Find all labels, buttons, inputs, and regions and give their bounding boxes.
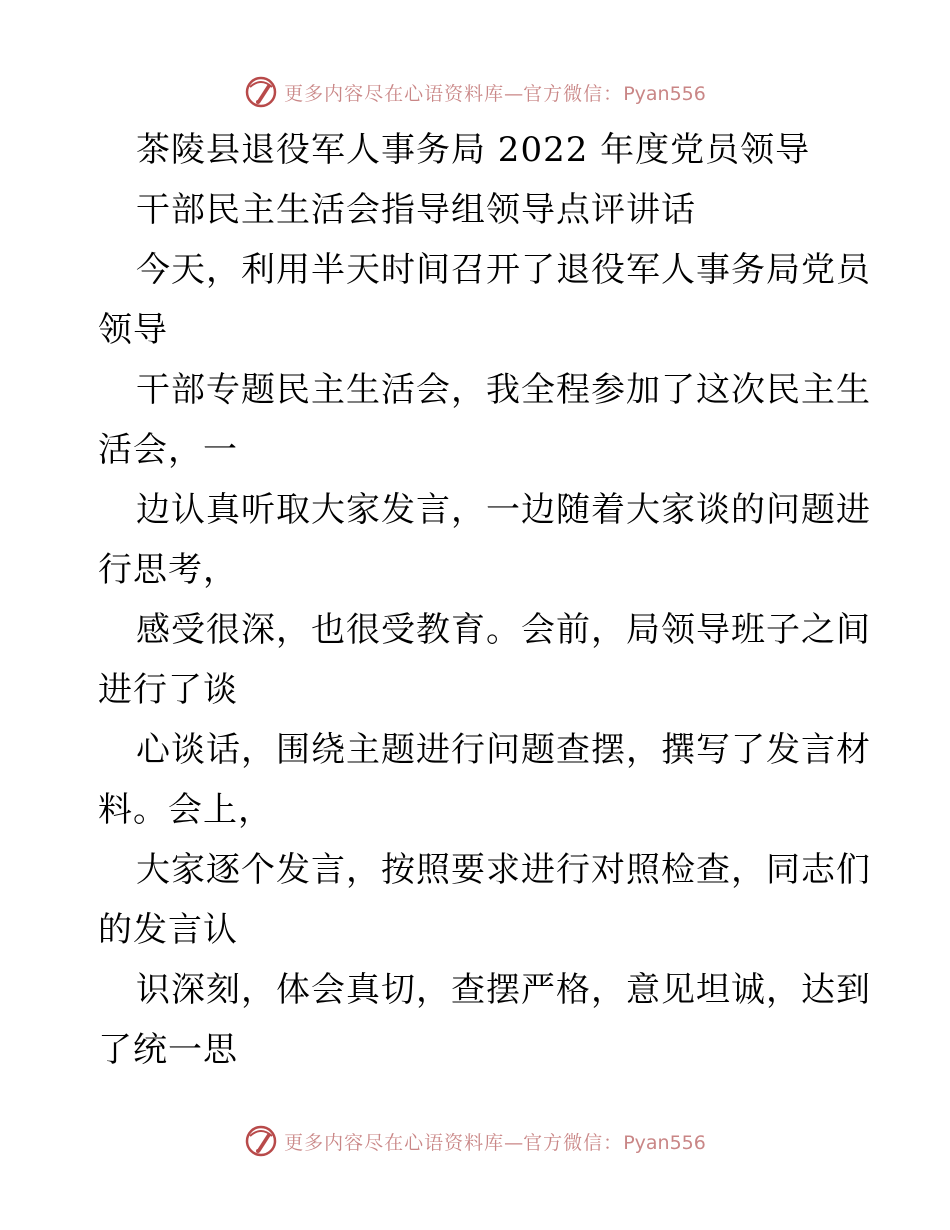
banner-dash: — bbox=[504, 82, 524, 105]
banner-wechat-id: Pyan556 bbox=[623, 1131, 706, 1154]
banner-wechat-label: 官方微信： bbox=[523, 82, 624, 105]
header-banner bbox=[0, 72, 950, 112]
paragraph-line: 大家逐个发言，按照要求进行对照检查，同志们 bbox=[136, 850, 871, 890]
pen-logo-icon bbox=[244, 75, 278, 109]
paragraph-line: 今天，利用半天时间召开了退役军人事务局党员 bbox=[136, 250, 871, 290]
paragraph-line: 领导 bbox=[98, 310, 168, 350]
paragraph-line: 识深刻，体会真切，查摆严格，意见坦诚，达到 bbox=[136, 970, 871, 1010]
footer-banner bbox=[0, 1121, 950, 1161]
paragraph-line: 干部专题民主生活会，我全程参加了这次民主生 bbox=[136, 370, 871, 410]
paragraph-line: 边认真听取大家发言，一边随着大家谈的问题进 bbox=[136, 490, 871, 530]
paragraph-line: 料。会上， bbox=[98, 790, 273, 830]
title-line-2: 干部民主生活会指导组领导点评讲话 bbox=[136, 190, 696, 230]
paragraph-line: 活会，一 bbox=[98, 430, 238, 470]
banner-wechat-label: 官方微信： bbox=[523, 1131, 624, 1154]
paragraph-line: 心谈话，围绕主题进行问题查摆，撰写了发言材 bbox=[136, 730, 871, 770]
paragraph-line: 了统一思 bbox=[98, 1030, 238, 1070]
paragraph-line: 行思考， bbox=[98, 550, 238, 590]
paragraph-line: 的发言认 bbox=[98, 910, 238, 950]
banner-wechat-id: Pyan556 bbox=[623, 82, 706, 105]
paragraph-line: 感受很深，也很受教育。会前，局领导班子之间 bbox=[136, 610, 871, 650]
title-line-1: 茶陵县退役军人事务局 2022 年度党员领导 bbox=[136, 130, 811, 170]
banner-dash: — bbox=[504, 1131, 524, 1154]
document-body bbox=[98, 120, 871, 1080]
pen-logo-icon bbox=[244, 1124, 278, 1158]
banner-slogan bbox=[284, 79, 706, 106]
paragraph-line: 进行了谈 bbox=[98, 670, 238, 710]
banner-slogan-text: 更多内容尽在心语资料库 bbox=[284, 1131, 505, 1154]
banner-slogan-text: 更多内容尽在心语资料库 bbox=[284, 82, 505, 105]
banner-slogan bbox=[284, 1128, 706, 1155]
